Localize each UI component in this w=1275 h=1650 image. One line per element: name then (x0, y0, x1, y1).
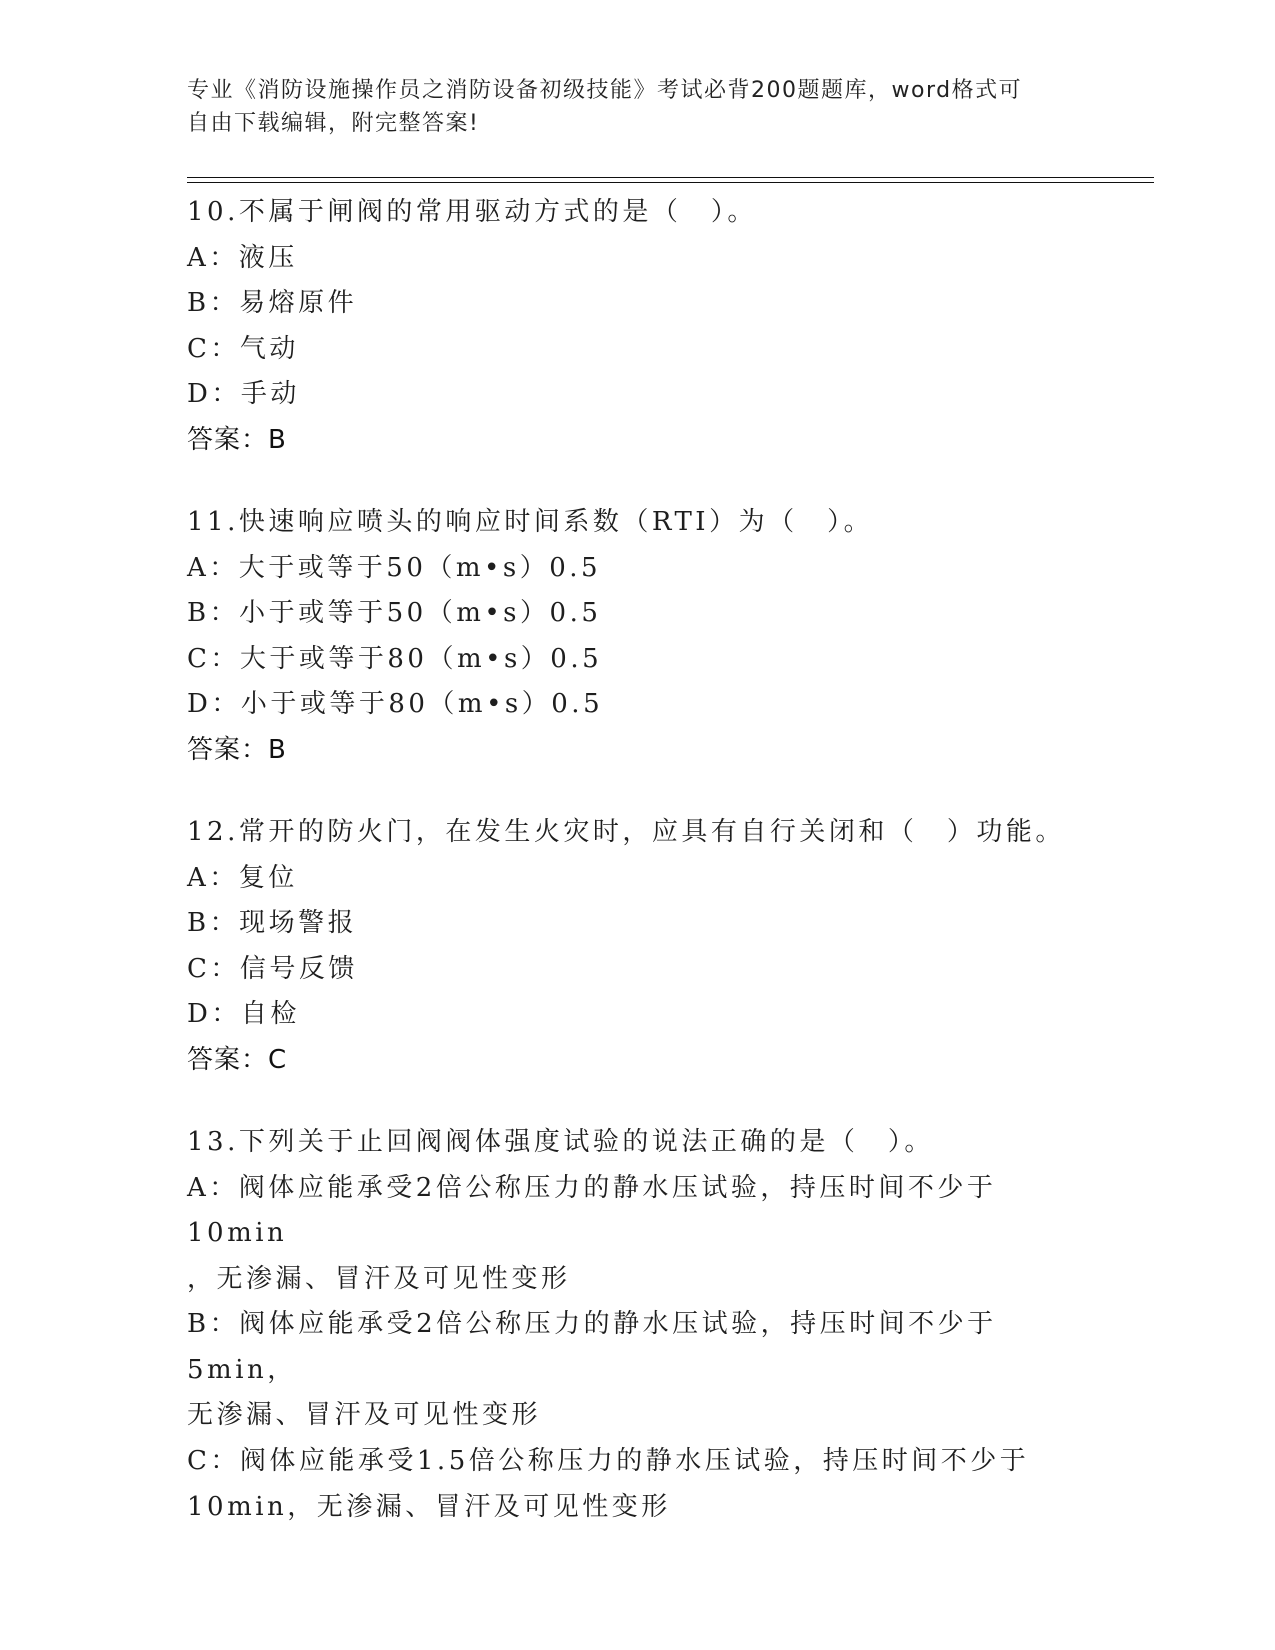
question-stem: 12.常开的防火门，在发生火灾时，应具有自行关闭和（ ）功能。 (187, 816, 1065, 847)
question-10 (187, 190, 1087, 463)
option-a: A：复位 (187, 862, 298, 893)
option-b-line-2: 无渗漏、冒汗及可见性变形 (187, 1400, 542, 1431)
question-13 (187, 1120, 1087, 1530)
option-a: A：大于或等于50（m•s）0.5 (187, 552, 602, 583)
header-divider (187, 177, 1154, 183)
option-c: C：信号反馈 (187, 953, 358, 984)
question-12 (187, 810, 1087, 1083)
option-a-line-2: ，无渗漏、冒汗及可见性变形 (187, 1263, 571, 1294)
option-c-line-1: C：阀体应能承受1.5倍公称压力的静水压试验，持压时间不少于 (187, 1446, 1030, 1477)
header-line-1: 专业《消防设施操作员之消防设备初级技能》考试必背200题题库，word格式可 (187, 78, 1023, 103)
option-c: C：大于或等于80（m•s）0.5 (187, 643, 603, 674)
question-11 (187, 500, 1087, 773)
answer: 答案：B (187, 424, 287, 455)
question-stem: 13.下列关于止回阀阀体强度试验的说法正确的是（ ）。 (187, 1126, 934, 1157)
document-header (187, 74, 1067, 140)
option-b-line-1: B：阀体应能承受2倍公称压力的静水压试验，持压时间不少于5min， (187, 1309, 997, 1385)
option-a-line-1: A：阀体应能承受2倍公称压力的静水压试验，持压时间不少于10min (187, 1172, 997, 1249)
answer: 答案：B (187, 734, 287, 765)
option-a: A：液压 (187, 242, 298, 273)
answer: 答案：C (187, 1044, 288, 1075)
question-stem: 11.快速响应喷头的响应时间系数（RTI）为（ ）。 (187, 506, 874, 537)
option-d: D：手动 (187, 379, 300, 410)
question-stem: 10.不属于闸阀的常用驱动方式的是（ ）。 (187, 197, 757, 227)
option-d: D：小于或等于80（m•s）0.5 (187, 689, 604, 720)
option-b: B：小于或等于50（m•s）0.5 (187, 598, 602, 629)
option-c-line-2: 10min，无渗漏、冒汗及可见性变形 (187, 1491, 671, 1522)
option-c: C：气动 (187, 333, 299, 364)
header-line-2: 自由下载编辑，附完整答案! (187, 111, 480, 136)
option-b: B：易熔原件 (187, 288, 358, 319)
option-b: B：现场警报 (187, 908, 358, 939)
option-d: D：自检 (187, 999, 300, 1030)
question-list (187, 190, 1087, 1567)
